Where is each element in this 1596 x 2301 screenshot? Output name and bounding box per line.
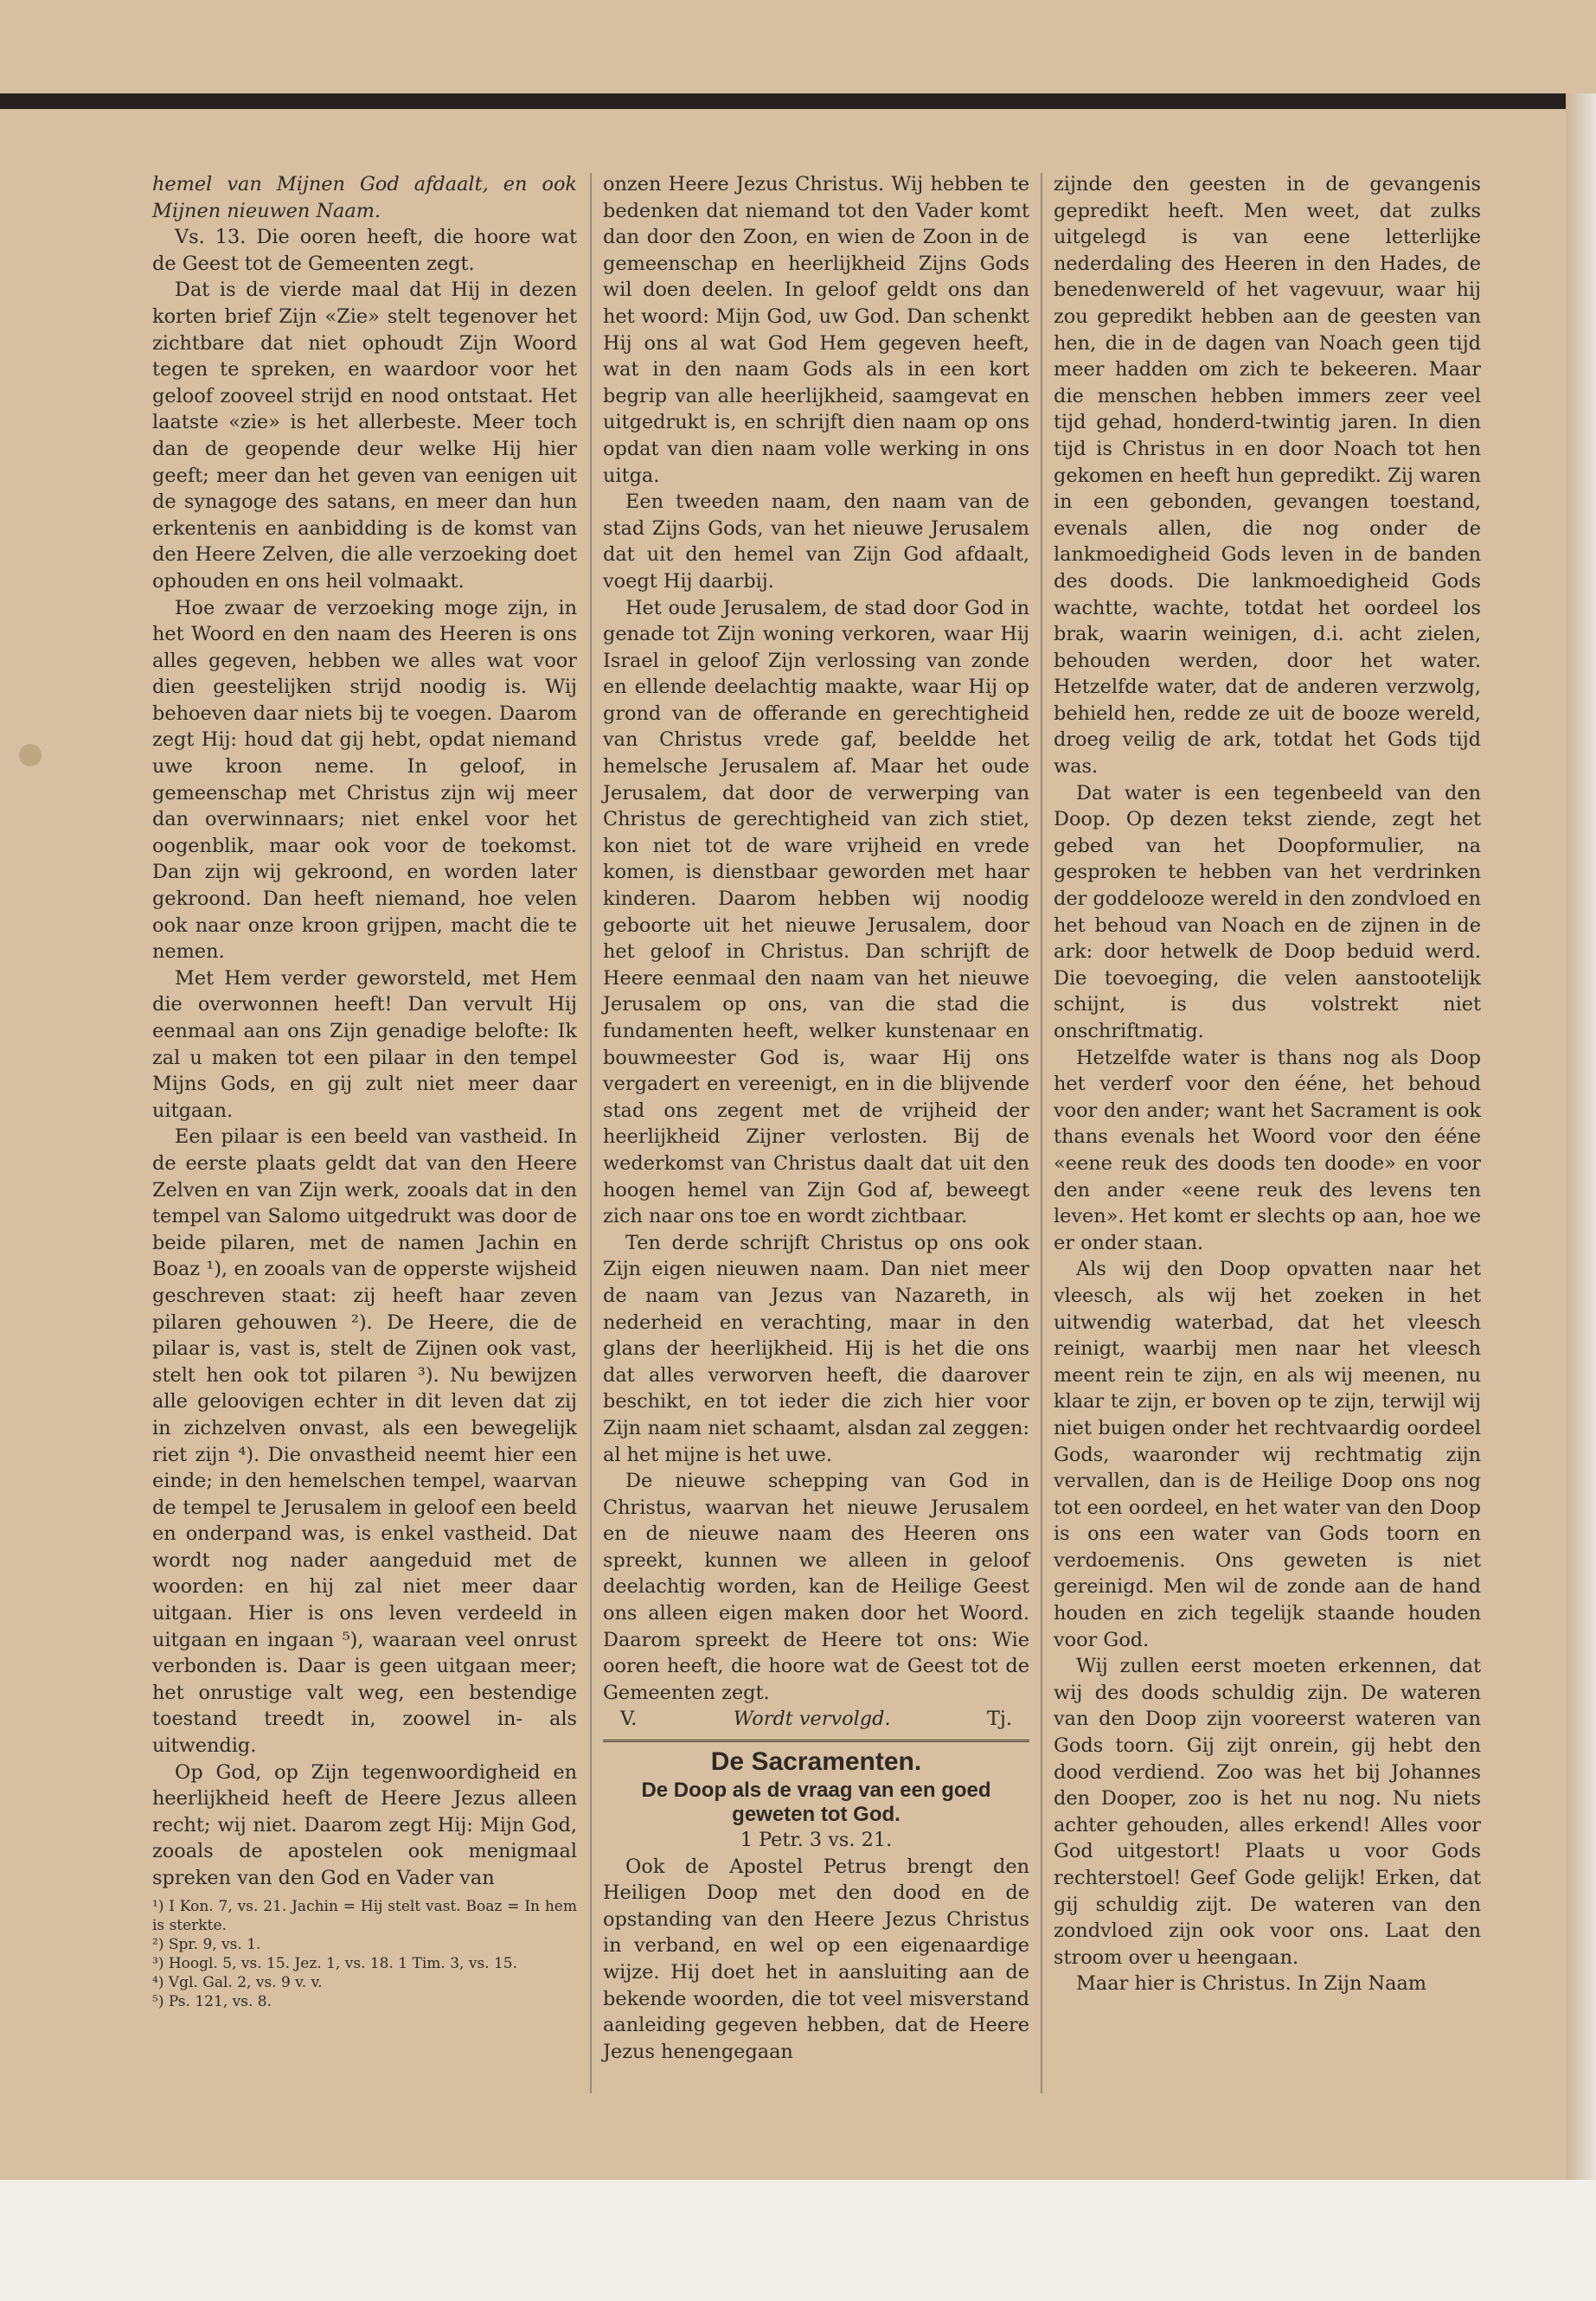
footnote: ⁴) Vgl. Gal. 2, vs. 9 v. v.	[152, 1973, 323, 1991]
page-right-edge	[1566, 93, 1596, 2187]
verse-heading	[152, 224, 577, 277]
paragraph: Als wij den Doop opvatten naar het vleesch, als wij het zoeken in het uitwendig waterbad, dat het vleesch reinigt, waarbij men naar het vleesch meent rein te zijn, en als wij meenen, nu klaar te zijn, er boven op te zijn, terwijl wij niet buigen onder het rechtvaardig oordeel Gods, waaronder wij rechtmatig zijn vervallen, dan is de Heilige Doop ons nog tot een oordeel, en het water van den Doop is ons een water van Gods toorn en verdoemenis. Ons geweten is niet gereinigd. Men wil de zonde aan de hand houden en zich tegelijk staande houden voor God.	[1054, 1258, 1481, 1651]
paragraph: Wij zullen eerst moeten erkennen, dat wij des doods schuldig zijn. De wateren van den Doop zijn vooreerst wateren van Gods toorn. Gij zijt onrein, gij hebt den dood verdiend. Zoo was het bij Johannes den Dooper, zoo is het nu nog. Nu niets achter gehouden, alles erkend! Alles voor God uitgestort! Plaats u voor Gods rechterstoel! Geef Gode gelijk! Erken, dat gij schuldig zijt. De wateren van den zondvloed zijn ook voor ons. Laat den stroom over u heengaan.	[1054, 1655, 1481, 1969]
section-divider	[603, 1740, 1029, 1742]
section-subtitle: De Doop als de vraag van een goed geweten tot God.	[641, 1779, 991, 1827]
page-top-edge	[0, 93, 1596, 109]
column-rule	[590, 173, 592, 2093]
paragraph: De nieuwe schepping van God in Christus, waarvan het nieuwe Jerusalem en de nieuwe naam des Heeren ons spreekt, kunnen we alleen in geloof deelachtig worden, kan de Heilige Geest ons alleen eigen maken door het Woord. Daarom spreekt de Heere tot ons: Wie ooren heeft, die hoore wat de Geest tot de Gemeenten zegt.	[603, 1470, 1029, 1704]
column-right	[1054, 171, 1481, 1997]
paragraph: Het oude Jerusalem, de stad door God in genade tot Zijn woning verkoren, waar Hij Israel in geloof Zijn verlossing van zonde en ellende deelachtig maakte, waar Hij op grond van de offerande en gerechtigheid van Christus vrede gaf, beeldde het hemelsche Jerusalem af. Maar het oude Jerusalem, dat door de verwerping van Christus de gerechtigheid van zich stiet, kon niet tot de ware vrijheid en vrede komen, is dienstbaar geworden met haar kinderen. Daarom hebben wij noodig geboorte uit het nieuwe Jerusalem, door het geloof in Christus. Dan schrijft de Heere eenmaal den naam van het nieuwe Jerusalem op ons, van die stad die fundamenten heeft, welker kunstenaar en bouwmeester God is, waar Hij ons vergadert en vereenigt, en in die blijvende stad ons zegent met de vrijheid der heerlijkheid Zijner verlosten. Bij de wederkomst van Christus daalt dat uit den hoogen hemel van Zijn God af, beweegt zich naar ons toe en wordt zichtbaar.	[603, 596, 1029, 1228]
paragraph: Ten derde schrijft Christus op ons ook Zijn eigen nieuwen naam. Dan niet meer de naam van Jezus van Nazareth, in nederheid en verachting, maar in den glans der heerlijkheid. Hij is het die ons dat alles verworven heeft, die daarover beschikt, en tot ieder die zich hier voor Zijn naam niet schaamt, alsdan zal zeggen: al het mijne is het uwe.	[603, 1231, 1029, 1466]
signature-left: V.	[620, 1708, 638, 1731]
paragraph: zijnde den geesten in de gevangenis gepredikt heeft. Men weet, dat zulks uitgelegd is van eene letterlijke nederdaling des Heeren in den Hades, de benedenwereld of het vagevuur, waar hij zou gepredikt hebben aan de geesten van hen, die in de dagen van Noach geen tijd meer hadden om zich te bekeeren. Maar die menschen hebben immers zeer veel tijd gehad, honderd-twintig jaren. In dien tijd is Christus in en door Noach tot hen gekomen en heeft hun gepredikt. Zij waren in een gebonden, gevangen toestand, evenals allen, die nog onder de lankmoedigheid Gods leven in de banden des doods. Die lankmoedigheid Gods wachtte, wachte, totdat het oordeel los brak, waarin weinigen, d.i. acht zielen, behouden werden, door het water. Hetzelfde water, dat de anderen verzwolg, behield hen, redde ze uit de booze wereld, droeg veilig de ark, totdat het Gods tijd was.	[1054, 173, 1481, 779]
paragraph: hemel van Mijnen God afdaalt, en ook Mijnen nieuwen Naam.	[152, 173, 577, 222]
footnote: ¹) I Kon. 7, vs. 21. Jachin = Hij stelt vast. Boaz = In hem is sterkte.	[152, 1897, 577, 1934]
footnotes	[152, 1897, 577, 2011]
paragraph: Dat is de vierde maal dat Hij in dezen korten brief Zijn «Zie» stelt tegenover het zichtbare dat niet ophoudt Zijn Woord tegen te spreken, en waardoor voor het geloof zooveel strijd en nood ontstaat. Het laatste «zie» is het allerbeste. Meer toch dan de geopende deur welke Hij hier geeft; meer dan het geven van eenigen uit de synagoge des satans, en meer dan hun erkentenis en aanbidding is de komst van den Heere Zelven, die alle verzoeking doet ophouden en ons heil volmaakt.	[152, 279, 577, 593]
paragraph: Maar hier is Christus. In Zijn Naam	[1076, 1972, 1427, 1996]
scripture-reference: 1 Petr. 3 vs. 21.	[740, 1829, 893, 1852]
verse-text: Vs. 13. Die ooren heeft, die hoore wat de Geest tot de Gemeenten zegt.	[152, 226, 577, 275]
paragraph: Op God, op Zijn tegenwoordigheid en heerlijkheid heeft de Heere Jezus alleen recht; wij niet. Daarom zegt Hij: Mijn God, zooals de apostelen ook menigmaal spreken van den God en Vader van	[152, 1760, 577, 1889]
paragraph: Ook de Apostel Petrus brengt den Heiligen Doop met den dood en de opstanding van den Heere Jezus Christus in verband, en wel op een eigenaardige wijze. Hij doet het in aansluiting aan de bekende woorden, die tot veel misverstand aanleiding gegeven hebben, dat de Heere Jezus henengegaan	[603, 1855, 1029, 2063]
paragraph: onzen Heere Jezus Christus. Wij hebben te bedenken dat niemand tot den Vader komt dan door den Zoon, en wien de Zoon in de gemeenschap en heerlijkheid Zijns Gods wil doen deelen. In geloof geldt ons dan het woord: Mijn God, uw God. Dan schenkt Hij ons al wat God Hem gegeven heeft, wat in den naam Gods als in een kort begrip van alle heerlijkheid, saamgevat en uitgedrukt is, en schrijft dien naam op ons opdat van dien naam volle werking in ons uitga.	[603, 173, 1029, 487]
footnote: ⁵) Ps. 121, vs. 8.	[152, 1992, 272, 2010]
paragraph: Hetzelfde water is thans nog als Doop het verderf voor den ééne, het behoud voor den ander; want het Sacrament is ook thans evenals het Woord voor den ééne «eene reuk des doods ten doode» en voor den ander «eene reuk des levens ten leven». Het komt er slechts op aan, hoe we er onder staan.	[1054, 1046, 1481, 1254]
paragraph: Dat water is een tegenbeeld van den Doop. Op dezen tekst ziende, zegt het gebed van het Doopformulier, na gesproken te hebben van het verdrinken der goddelooze wereld in den zondvloed en het behoud van Noach en de zijnen in de ark: door hetwelk de Doop beduid werd. Die toevoeging, die velen aanstootelijk schijnt, is dus volstrekt niet onschriftmatig.	[1054, 781, 1481, 1042]
section-title: De Sacramenten.	[710, 1747, 922, 1777]
footnote: ³) Hoogl. 5, vs. 15. Jez. 1, vs. 18. 1 Tim. 3, vs. 15.	[152, 1954, 518, 1972]
column-left	[152, 171, 577, 2011]
column-rule	[1041, 173, 1042, 2093]
footnote: ²) Spr. 9, vs. 1.	[152, 1935, 261, 1953]
article-signature	[603, 1706, 1029, 1733]
page-bottom-margin	[0, 2180, 1596, 2301]
paragraph: Hoe zwaar de verzoeking moge zijn, in het Woord en den naam des Heeren is ons alles gegeven, hebben we alles wat voor dien geestelijken strijd noodig is. Wij behoeven daar niets bij te voegen. Daarom zegt Hij: houd dat gij hebt, opdat niemand uwe kroon neme. In geloof, in gemeenschap met Christus zijn wij meer dan overwinnaars; niet enkel voor het oogenblik, maar ook voor de toekomst. Dan zijn wij gekroond, en worden later gekroond. Dan heeft niemand, hoe velen ook naar onze kroon grijpen, macht die te nemen.	[152, 596, 577, 964]
paragraph: Een pilaar is een beeld van vastheid. In de eerste plaats geldt dat van den Heere Zelven en van Zijn werk, zooals dat in den tempel van Salomo uitgedrukt was door de beide pilaren, met de namen Jachin en Boaz ¹), en zooals van de opperste wijsheid geschreven staat: zij heeft haar zeven pilaren gehouwen ²). De Heere, die de pilaar is, vast is, stelt de Zijnen ook vast, stelt hen ook tot pilaren ³). Nu bewijzen alle geloovigen echter in dit leven dat zij in zichzelven onvast, als een bewegelijk riet zijn ⁴). Die onvastheid neemt hier een einde; in den hemelschen tempel, waarvan de tempel te Jerusalem in geloof een beeld en onderpand was, is enkel vastheid. Dat wordt nog nader aangeduid met de woorden: en hij zal niet meer daar uitgaan. Hier is ons leven verdeeld in uitgaan en ingaan ⁵), waaraan veel onrust verbonden is. Daar is geen uitgaan meer; het onrustige valt weg, een bestendige toestand treedt in, zoowel in- als uitwendig.	[152, 1125, 577, 1758]
paragraph: Een tweeden naam, den naam van de stad Zijns Gods, van het nieuwe Jerusalem dat uit den hemel van Zijn God afdaalt, voegt Hij daarbij.	[603, 490, 1029, 593]
paragraph: Met Hem verder geworsteld, met Hem die overwonnen heeft! Dan vervult Hij eenmaal aan ons Zijn genadige belofte: Ik zal u maken tot een pilaar in den tempel Mijns Gods, en gij zult niet meer daar uitgaan.	[152, 966, 577, 1122]
binding-hole	[19, 744, 42, 766]
column-middle	[603, 171, 1029, 2065]
to-be-continued: Wordt vervolgd.	[733, 1708, 891, 1731]
signature-right: Tj.	[987, 1708, 1012, 1731]
